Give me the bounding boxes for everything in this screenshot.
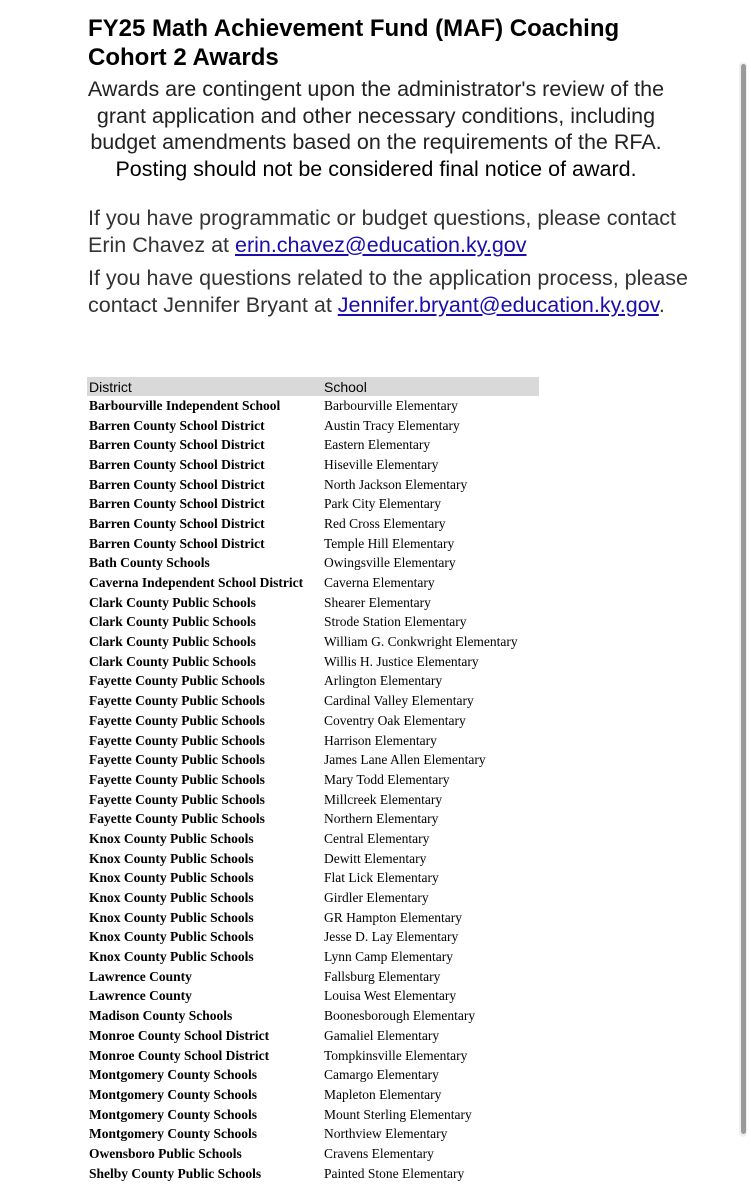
district-cell: Bath County Schools: [89, 555, 210, 571]
district-cell: Barren County School District: [89, 496, 265, 512]
application-contact-suffix: .: [658, 292, 665, 317]
district-cell: Fayette County Public Schools: [89, 791, 265, 807]
application-contact-email-link[interactable]: Jennifer.bryant@education.ky.gov: [337, 292, 659, 317]
school-cell: Coventry Oak Elementary: [324, 712, 466, 728]
table-row: [87, 1065, 539, 1085]
district-cell: Barren County School District: [89, 456, 265, 472]
table-row: [87, 1006, 539, 1026]
district-cell: Barren County School District: [89, 535, 265, 551]
school-cell: Flat Lick Elementary: [324, 870, 439, 886]
school-cell: Lynn Camp Elementary: [324, 949, 453, 965]
table-row: [87, 1144, 539, 1164]
school-cell: Mary Todd Elementary: [324, 771, 450, 787]
school-cell: William G. Conkwright Elementary: [324, 634, 518, 650]
school-cell: Strode Station Elementary: [324, 614, 467, 630]
school-cell: James Lane Allen Elementary: [324, 752, 486, 768]
page-title: FY25 Math Achievement Fund (MAF) Coaching Cohort 2 Awards: [88, 15, 620, 71]
school-cell: Louisa West Elementary: [324, 988, 457, 1004]
table-row: [87, 534, 539, 554]
application-contact: [88, 265, 688, 318]
table-row: [87, 435, 539, 455]
scrollbar-thumb[interactable]: [741, 64, 746, 1134]
table-row: [87, 632, 539, 652]
school-cell: Northview Elementary: [324, 1126, 448, 1142]
table-row: [87, 987, 539, 1007]
district-cell: Madison County Schools: [89, 1008, 233, 1024]
table-row: [87, 869, 539, 889]
table-row: [87, 455, 539, 475]
school-cell: GR Hampton Elementary: [324, 909, 462, 925]
district-cell: Montgomery County Schools: [89, 1086, 257, 1102]
district-cell: Knox County Public Schools: [89, 870, 254, 886]
district-cell: Fayette County Public Schools: [89, 752, 265, 768]
table-row: [87, 790, 539, 810]
district-cell: Monroe County School District: [89, 1047, 270, 1063]
district-cell: Fayette County Public Schools: [89, 693, 265, 709]
awards-table: [87, 377, 539, 1184]
district-cell: Fayette County Public Schools: [89, 673, 265, 689]
district-cell: Fayette County Public Schools: [89, 771, 265, 787]
school-cell: Northern Elementary: [324, 811, 439, 827]
school-cell: Harrison Elementary: [324, 732, 437, 748]
school-cell: Park City Elementary: [324, 496, 441, 512]
school-cell: Barbourville Elementary: [324, 397, 458, 413]
school-cell: Fallsburg Elementary: [324, 968, 441, 984]
table-row: [87, 947, 539, 967]
school-cell: Jesse D. Lay Elementary: [324, 929, 459, 945]
district-cell: Lawrence County: [89, 988, 192, 1004]
table-body: [87, 396, 539, 1184]
table-row: [87, 829, 539, 849]
table-row: [87, 888, 539, 908]
district-cell: Clark County Public Schools: [89, 653, 256, 669]
school-cell: Mount Sterling Elementary: [324, 1106, 472, 1122]
school-cell: Willis H. Justice Elementary: [324, 653, 479, 669]
district-cell: Owensboro Public Schools: [89, 1145, 242, 1161]
table-row: [87, 809, 539, 829]
table-row: [87, 416, 539, 436]
district-cell: Caverna Independent School District: [89, 575, 304, 591]
district-cell: Knox County Public Schools: [89, 909, 254, 925]
school-cell: Arlington Elementary: [324, 673, 443, 689]
school-cell: Cravens Elementary: [324, 1145, 434, 1161]
school-cell: Hiseville Elementary: [324, 456, 439, 472]
table-row: [87, 731, 539, 751]
district-cell: Barren County School District: [89, 515, 265, 531]
district-cell: Knox County Public Schools: [89, 850, 254, 866]
district-cell: Barren County School District: [89, 476, 265, 492]
table-row: [87, 554, 539, 574]
table-row: [87, 514, 539, 534]
district-cell: Fayette County Public Schools: [89, 732, 265, 748]
table-row: [87, 928, 539, 948]
school-cell: Red Cross Elementary: [324, 515, 446, 531]
budget-contact: [88, 205, 688, 258]
district-cell: Monroe County School District: [89, 1027, 270, 1043]
school-cell: Cardinal Valley Elementary: [324, 693, 474, 709]
district-cell: Knox County Public Schools: [89, 949, 254, 965]
table-header: [87, 377, 539, 396]
school-cell: Shearer Elementary: [324, 594, 431, 610]
district-cell: Shelby County Public Schools: [89, 1165, 262, 1181]
table-row: [87, 849, 539, 869]
school-cell: Dewitt Elementary: [324, 850, 427, 866]
district-cell: Knox County Public Schools: [89, 830, 254, 846]
district-cell: Fayette County Public Schools: [89, 712, 265, 728]
table-row: [87, 1085, 539, 1105]
district-column-header: District: [89, 378, 132, 395]
school-cell: Painted Stone Elementary: [324, 1165, 465, 1181]
school-cell: Temple Hill Elementary: [324, 535, 455, 551]
table-row: [87, 1105, 539, 1125]
school-cell: Austin Tracy Elementary: [324, 417, 460, 433]
district-cell: Barbourville Independent School: [89, 397, 281, 413]
application-contact-text: If you have questions related to the application process, please contact Jennifer Bryant at: [88, 266, 688, 317]
table-row: [87, 691, 539, 711]
table-row: [87, 613, 539, 633]
school-cell: Gamaliel Elementary: [324, 1027, 440, 1043]
award-notice: [80, 76, 672, 182]
budget-contact-text: If you have programmatic or budget questions, please contact Erin Chavez at: [88, 206, 677, 257]
district-cell: Fayette County Public Schools: [89, 811, 265, 827]
table-row: [87, 770, 539, 790]
table-row: [87, 672, 539, 692]
table-row: [87, 593, 539, 613]
school-cell: Boonesborough Elementary: [324, 1008, 476, 1024]
district-cell: Clark County Public Schools: [89, 614, 256, 630]
notice-text: Awards are contingent upon the administrator's review of the grant application and other necessary conditions, including budget amendments based on the requirements of the RFA.: [87, 77, 665, 154]
school-cell: Tompkinsville Elementary: [324, 1047, 468, 1063]
district-cell: Clark County Public Schools: [89, 634, 256, 650]
district-cell: Barren County School District: [89, 417, 265, 433]
table-row: [87, 908, 539, 928]
school-cell: Eastern Elementary: [324, 437, 431, 453]
school-column-header: School: [324, 378, 367, 395]
table-row: [87, 711, 539, 731]
table-row: [87, 652, 539, 672]
district-cell: Lawrence County: [89, 968, 192, 984]
school-cell: Mapleton Elementary: [324, 1086, 442, 1102]
district-cell: Knox County Public Schools: [89, 929, 254, 945]
table-row: [87, 1124, 539, 1144]
district-cell: Barren County School District: [89, 437, 265, 453]
district-cell: Knox County Public Schools: [89, 890, 254, 906]
table-row: [87, 1164, 539, 1184]
school-cell: Camargo Elementary: [324, 1067, 439, 1083]
budget-contact-email-link[interactable]: erin.chavez@education.ky.gov: [234, 232, 527, 257]
table-row: [87, 573, 539, 593]
school-cell: Owingsville Elementary: [324, 555, 456, 571]
district-cell: Montgomery County Schools: [89, 1067, 257, 1083]
school-cell: Girdler Elementary: [324, 890, 429, 906]
final-notice-text: Posting should not be considered final notice of award.: [115, 156, 637, 181]
table-row: [87, 1026, 539, 1046]
school-cell: North Jackson Elementary: [324, 476, 468, 492]
table-row: [87, 967, 539, 987]
table-row: [87, 475, 539, 495]
district-cell: Montgomery County Schools: [89, 1126, 257, 1142]
district-cell: Montgomery County Schools: [89, 1106, 257, 1122]
school-cell: Caverna Elementary: [324, 575, 435, 591]
table-row: [87, 494, 539, 514]
district-cell: Clark County Public Schools: [89, 594, 256, 610]
table-row: [87, 1046, 539, 1066]
school-cell: Central Elementary: [324, 830, 430, 846]
table-row: [87, 750, 539, 770]
school-cell: Millcreek Elementary: [324, 791, 443, 807]
table-row: [87, 396, 539, 416]
